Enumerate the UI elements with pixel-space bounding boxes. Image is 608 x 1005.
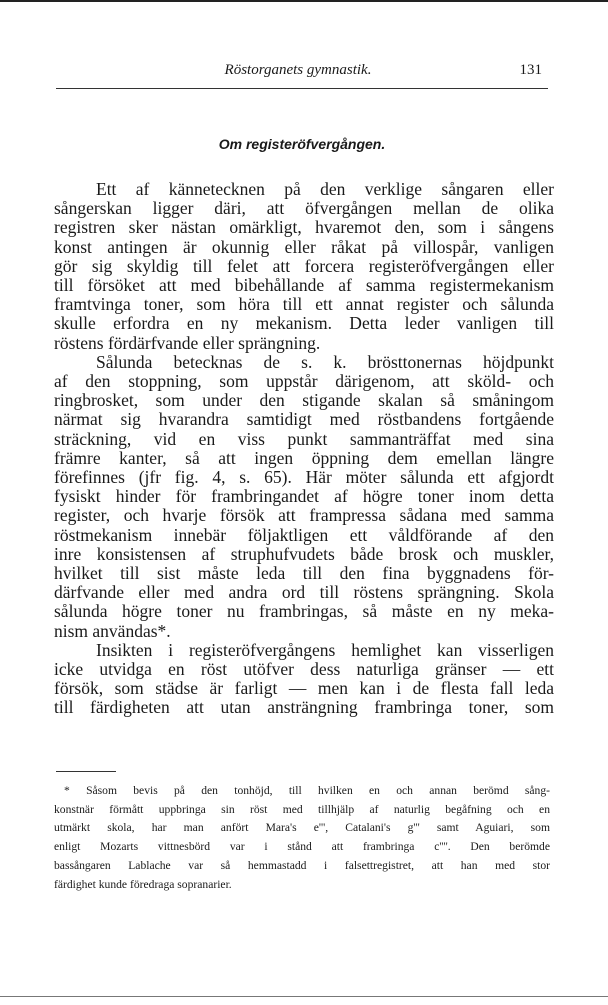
text-line: gör sig skyldig till felet att forcera registeröfvergången eller [54,255,554,276]
text-line: till försöket att med bibehållande af samma registermekanism [54,275,554,296]
bottom-border-rule [0,996,608,997]
footnote-rule [56,771,116,772]
footnote-line: * Såsom bevis på den tonhöjd, till hvilken en och annan berömd sång- [64,784,550,797]
text-line: nism användas*. [54,620,171,641]
running-header [48,62,548,86]
text-line: register, och hvarje försök att frampressa sådana med samma [54,505,554,526]
text-line: skulle erfordra en ny mekanism. Detta leder vanligen till [54,313,554,334]
text-line: främre kanter, så att ingen öppning dem emellan längre [54,447,554,468]
text-line: försök, som städse är farligt — men kan i de flesta fall leda [54,678,554,699]
text-line: Sålunda betecknas de s. k. brösttonernas höjdpunkt [96,351,554,372]
text-line: inre konsistensen af struphufvudets både brosk och muskler, [54,543,554,564]
running-title: Röstorganets gymnastik. [224,62,372,78]
text-line: röstens fördärfvande eller sprängning. [54,332,321,353]
text-line: af den stoppning, som uppstår därigenom, att sköld- och [54,371,554,392]
text-line: sångerskan ligger däri, att öfvergången mellan de olika [54,198,554,219]
page-number: 131 [519,62,542,78]
text-line: Insikten i registeröfvergångens hemlighet kan visserligen [96,639,554,660]
text-line: ringbrosket, som under den stigande skalan så småningom [54,390,554,411]
text-line: till färdigheten att utan ansträngning frambringa toner, som [54,697,554,718]
body-text [54,180,554,718]
header-rule [56,88,548,89]
text-line: icke utvidga en röst utöfver dess naturliga gränser — ett [54,659,554,680]
footnote-line: enligt Mozarts vittnesbörd var i stånd att frambringa c''''. Den berömde [54,840,550,854]
text-line: hvilket till sist måste leda till den fina byggnadens för- [54,563,554,584]
text-line: konst antingen är okunnig eller råkat på villospår, vanligen [54,236,554,257]
text-line: sträckning, vid en viss punkt sammanträffat med sina [54,428,554,449]
text-line: närmat sig hvarandra samtidigt med röstbandens fortgående [54,409,554,430]
footnote [54,782,550,894]
text-line: därfvande eller med andra ord till röstens sprängning. Skola [54,582,554,603]
section-heading: Om registeröfvergången. [218,136,386,152]
text-line: Ett af kännetecknen på den verklige sångaren eller [96,179,554,199]
text-line: sålunda högre toner nu frambringas, så måste en ny meka- [54,601,554,622]
top-border-rule [0,0,608,2]
text-line: framtvinga toner, som höra till ett annat register och sålunda [54,294,554,315]
text-line: fysiskt hinder för frambringandet af högre toner inom detta [54,486,554,507]
footnote-line: konstnär förmått uppbringa sin röst med tillhjälp af naturlig begåfning och en [54,802,550,816]
footnote-line: utmärkt skola, har man anfört Mara's e''', Catalani's g''' samt Aguiari, som [54,821,550,835]
text-line: registren sker nästan omärkligt, hvaremot den, som i sångens [54,217,554,238]
text-line: röstmekanism innebär följaktligen ett våldförande af den [54,524,554,545]
footnote-line: färdighet kunde föredraga sopranarier. [54,877,232,891]
footnote-line: bassångaren Lablache var så hemmastadd i falsettregistret, att han med stor [54,858,550,872]
text-line: förefinnes (jfr fig. 4, s. 65). Här möter sålunda ett afgjordt [54,467,554,488]
